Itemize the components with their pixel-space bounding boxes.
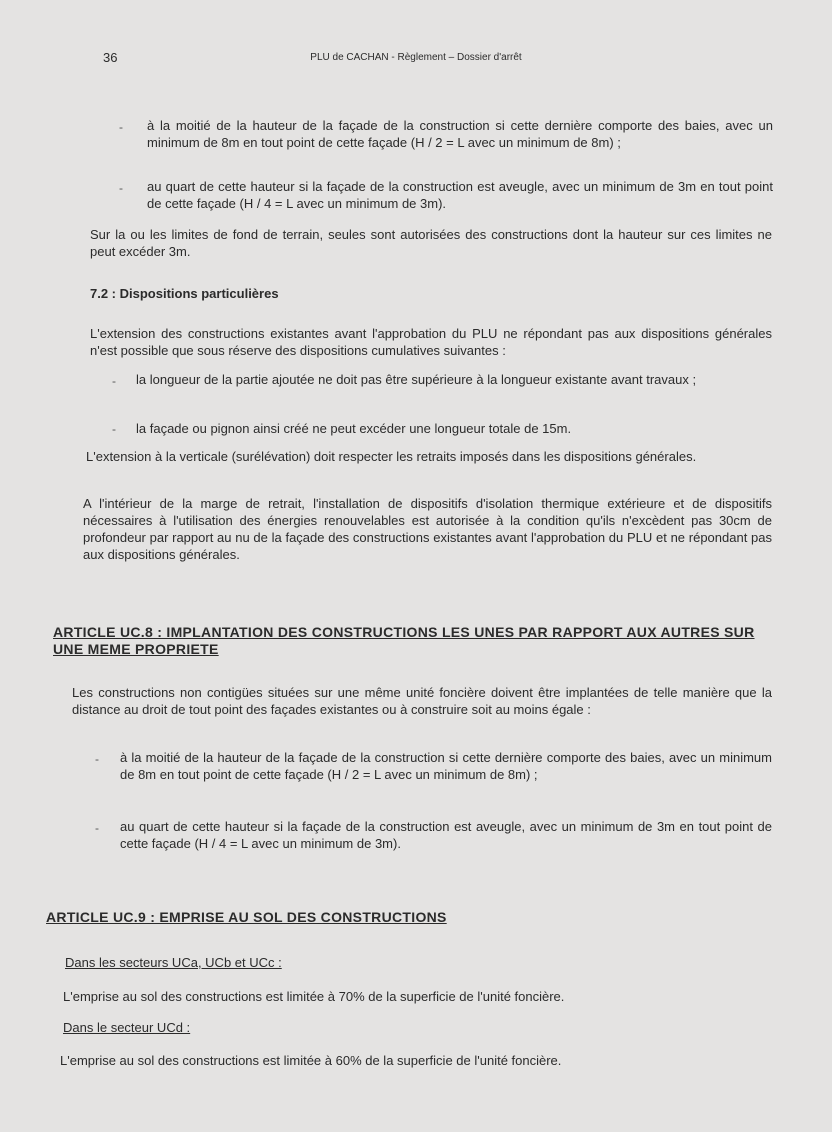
- list-item: la façade ou pignon ainsi créé ne peut excéder une longueur totale de 15m.: [136, 421, 572, 436]
- paragraph: L'extension des constructions existantes avant l'approbation du PLU ne répondant pas aux dispositions générales n'est possible que sous réserve des dispositions cumulatives suivantes :: [90, 326, 772, 358]
- paragraph: L'emprise au sol des constructions est limitée à 70% de la superficie de l'unité foncière.: [63, 989, 565, 1004]
- paragraph: Les constructions non contigües situées sur une même unité foncière doivent être implantées de telle manière que la distance au droit de tout point des façades existantes ou à construire soit au moins égale :: [72, 685, 772, 717]
- paragraph: L'emprise au sol des constructions est limitée à 60% de la superficie de l'unité foncière.: [60, 1053, 562, 1068]
- running-header: PLU de CACHAN - Règlement – Dossier d'arrêt: [310, 52, 522, 63]
- bullet-mark: -: [95, 752, 99, 766]
- paragraph: L'extension à la verticale (surélévation) doit respecter les retraits imposés dans les dispositions générales.: [86, 449, 697, 464]
- article-heading: ARTICLE UC.8 : IMPLANTATION DES CONSTRUCTIONS LES UNES PAR RAPPORT AUX AUTRES SUR UNE MEME PROPRIETE: [53, 624, 755, 657]
- subsection-heading: Dans le secteur UCd :: [63, 1020, 191, 1035]
- list-item: à la moitié de la hauteur de la façade de la construction si cette dernière comporte des baies, avec un minimum de 8m en tout point de cette façade (H / 2 = L avec un minimum de 8m) ;: [120, 750, 772, 782]
- list-item: la longueur de la partie ajoutée ne doit pas être supérieure à la longueur existante avant travaux ;: [136, 372, 697, 387]
- bullet-mark: -: [112, 422, 116, 436]
- list-item: à la moitié de la hauteur de la façade de la construction si cette dernière comporte des baies, avec un minimum de 8m en tout point de cette façade (H / 2 = L avec un minimum de 8m) ;: [147, 118, 773, 150]
- article-heading: ARTICLE UC.9 : EMPRISE AU SOL DES CONSTRUCTIONS: [46, 909, 447, 925]
- bullet-mark: -: [95, 821, 99, 835]
- list-item: au quart de cette hauteur si la façade de la construction est aveugle, avec un minimum de 3m en tout point de cette façade (H / 4 = L avec un minimum de 3m).: [147, 179, 773, 211]
- page-number: 36: [103, 50, 118, 65]
- bullet-mark: -: [112, 374, 116, 388]
- paragraph: A l'intérieur de la marge de retrait, l'installation de dispositifs d'isolation thermique extérieure et de dispositifs nécessaires à l'utilisation des énergies renouvelables est autorisée à la condition qu'ils n'excèdent pas 30cm de profondeur par rapport au nu de la façade des constructions existantes avant l'approbation du PLU et ne répondant pas aux dispositions générales.: [83, 496, 772, 562]
- paragraph: Sur la ou les limites de fond de terrain, seules sont autorisées des constructions dont la hauteur sur ces limites ne peut excéder 3m.: [90, 227, 772, 259]
- subsection-heading: Dans les secteurs UCa, UCb et UCc :: [65, 955, 282, 970]
- bullet-mark: -: [119, 120, 123, 134]
- list-item: au quart de cette hauteur si la façade de la construction est aveugle, avec un minimum de 3m en tout point de cette façade (H / 4 = L avec un minimum de 3m).: [120, 819, 772, 851]
- section-heading: 7.2 : Dispositions particulières: [90, 286, 279, 301]
- bullet-mark: -: [119, 181, 123, 195]
